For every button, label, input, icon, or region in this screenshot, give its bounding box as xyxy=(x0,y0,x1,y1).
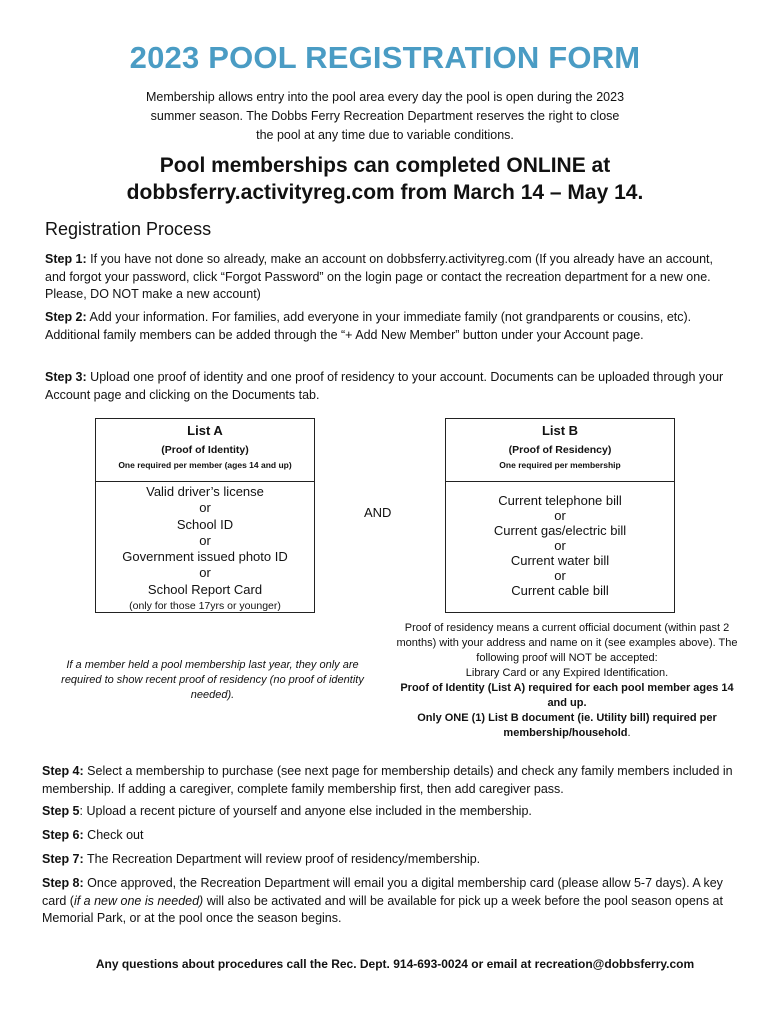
list-b-requirement: Only ONE (1) List B document (ie. Utility bill) required per membership/household xyxy=(417,712,717,739)
list-a-requirement: Proof of Identity (List A) required for each pool member ages 14 and up. xyxy=(400,682,734,709)
list-item: or xyxy=(199,500,211,516)
list-item: or xyxy=(554,508,566,523)
list-a-box xyxy=(95,418,315,613)
step-label: Step 6: xyxy=(42,828,84,842)
list-a-header xyxy=(96,423,314,482)
step-label: Step 8: xyxy=(42,876,84,890)
step-text: : Upload a recent picture of yourself and anyone else included in the membership. xyxy=(79,804,532,818)
step-label: Step 3: xyxy=(45,370,87,384)
intro-line: summer season. The Dobbs Ferry Recreation Department reserves the right to close xyxy=(150,109,620,123)
step-4 xyxy=(42,763,742,798)
list-item: Current gas/electric bill xyxy=(493,523,627,538)
step-text-italic: if a new one is needed) xyxy=(73,893,204,908)
list-b-box xyxy=(445,418,675,613)
list-a-note: One required per member (ages 14 and up) xyxy=(118,460,292,470)
list-a-footnote: (only for those 17yrs or younger) xyxy=(129,600,281,613)
step-text: Add your information. For families, add everyone in your immediate family (not grandparents or cousins, etc). Additional family members can be added through the “+ Add New Member” button under your Account page. xyxy=(45,310,692,342)
step-label: Step 1: xyxy=(45,252,87,266)
list-item: Valid driver’s license xyxy=(146,484,264,499)
list-item: School Report Card xyxy=(147,581,263,597)
not-accepted-line: Library Card or any Expired Identification. xyxy=(465,667,669,679)
step-2 xyxy=(45,309,725,344)
list-item: Current telephone bill xyxy=(498,493,622,508)
step-1 xyxy=(45,251,725,304)
online-line: dobbsferry.activityreg.com from March 14 – May 14. xyxy=(126,181,644,204)
step-text: If you have not done so already, make an account on dobbsferry.activityreg.com (If you already have an account, and forgot your password, click “Forgot Password” on the login page or contact the recreation department for a new one. Please, DO NOT make a new account) xyxy=(45,252,713,301)
step-6 xyxy=(42,827,722,845)
period: . xyxy=(627,727,631,739)
step-label: Step 7: xyxy=(42,852,84,866)
step-label: Step 4: xyxy=(42,764,84,778)
step-text: The Recreation Department will review proof of residency/membership. xyxy=(86,852,481,866)
step-text: Upload one proof of identity and one proof of residency to your account. Documents can be uploaded through your Account page and clicking on the Documents tab. xyxy=(45,370,724,402)
step-text: Select a membership to purchase (see next page for membership details) and check any family members included in membership. If adding a caregiver, complete family membership first, then add caregiver pass. xyxy=(42,764,733,796)
list-item: Current water bill xyxy=(510,553,610,568)
section-title: Registration Process xyxy=(45,219,212,239)
contact-footer: Any questions about procedures call the Rec. Dept. 914-693-0024 or email at recreation@dobbsferry.com xyxy=(95,957,695,971)
page-title: 2023 POOL REGISTRATION FORM xyxy=(129,40,641,75)
list-b-title: List B xyxy=(541,423,579,438)
list-a-subtitle: (Proof of Identity) xyxy=(161,444,249,456)
list-item: or xyxy=(554,538,566,553)
list-b-note: One required per membership xyxy=(499,460,621,470)
list-item: Current cable bill xyxy=(511,583,609,598)
step-text: will also be activated and will be available for pick up a week before the pool season opens at Memorial Park, or at the pool once the season begins. xyxy=(42,893,723,925)
step-label: Step 5 xyxy=(42,804,80,818)
intro-paragraph xyxy=(95,88,675,145)
step-label: Step 2: xyxy=(45,310,87,324)
step-8 xyxy=(42,875,742,928)
step-text: Once approved, the Recreation Department will email you a digital membership card (please allow 5-7 days). A key card ( xyxy=(42,876,723,908)
online-line: Pool memberships can completed ONLINE at xyxy=(159,154,611,177)
list-item: or xyxy=(199,565,211,581)
step-text: Check out xyxy=(87,828,144,842)
list-b-header xyxy=(446,423,674,482)
intro-line: the pool at any time due to variable conditions. xyxy=(256,128,514,142)
online-registration-notice xyxy=(60,152,710,206)
returning-member-note: If a member held a pool membership last year, they only are required to show recent proof of residency (no proof of identity needed). xyxy=(61,659,364,701)
step-7 xyxy=(42,851,722,869)
step-3 xyxy=(45,369,725,404)
and-label: AND xyxy=(364,505,392,520)
intro-line: Membership allows entry into the pool area every day the pool is open during the 2023 xyxy=(145,90,625,104)
list-b-items xyxy=(446,482,674,598)
residency-proof-note xyxy=(392,621,742,741)
residency-note-text: Proof of residency means a current official document (within past 2 months) with your address and name on it (see examples above). The following proof will NOT be accepted: xyxy=(396,622,738,664)
list-item: or xyxy=(554,568,566,583)
step-5 xyxy=(42,803,722,821)
list-item: School ID xyxy=(176,516,234,532)
list-item: or xyxy=(199,532,211,548)
list-b-subtitle: (Proof of Residency) xyxy=(508,444,612,456)
list-item: Government issued photo ID xyxy=(122,549,288,565)
list-a-items xyxy=(96,482,314,614)
list-a-title: List A xyxy=(187,423,223,438)
